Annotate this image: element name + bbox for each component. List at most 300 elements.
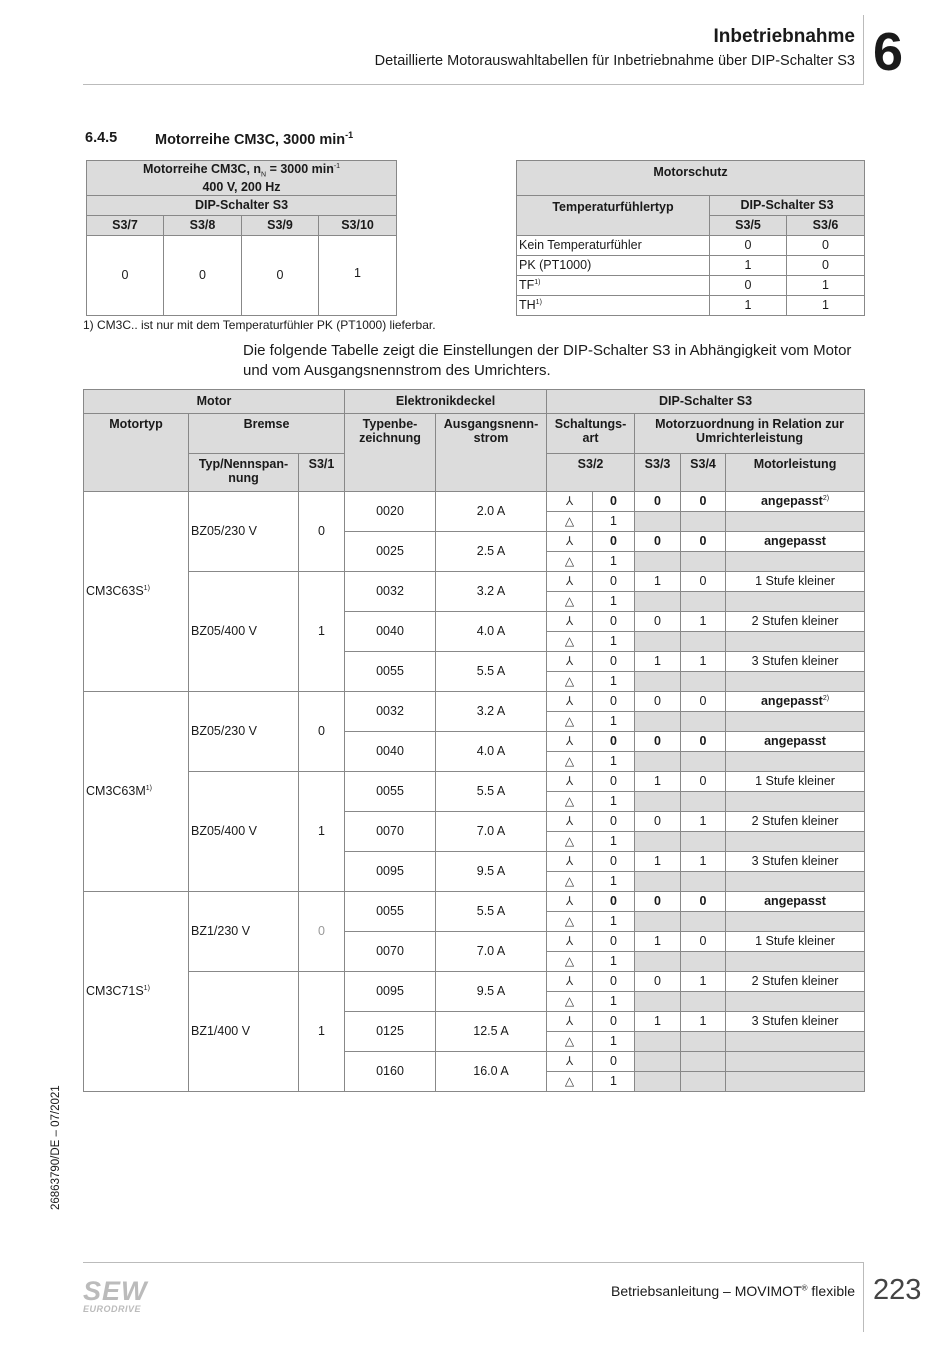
- motor-protection-title: Motorschutz: [517, 161, 865, 196]
- table-row: [84, 492, 865, 512]
- table-row: [84, 772, 865, 792]
- motor-protection-type-footnote: 1): [535, 299, 542, 307]
- empty-cell: [681, 1052, 726, 1072]
- empty-cell: [726, 592, 865, 612]
- empty-cell: [681, 712, 726, 732]
- s3-4-cell: 0: [681, 932, 726, 952]
- motor-protection-type: [517, 296, 710, 316]
- star-s3-2-cell: 0: [593, 892, 635, 912]
- motor-power-cell: [726, 732, 865, 752]
- footer-page-divider: [863, 1262, 864, 1332]
- motor-power-cell: [726, 1012, 865, 1032]
- motor-series-head-sub: N: [261, 171, 267, 179]
- brake-s3-1-cell: 0: [299, 892, 345, 972]
- output-current-cell: 3.2 A: [436, 692, 547, 732]
- empty-cell: [681, 912, 726, 932]
- s3-3-cell: 0: [635, 492, 681, 512]
- output-current-cell: 5.5 A: [436, 652, 547, 692]
- motor-protection-table: [516, 160, 865, 316]
- s3-4-cell: 0: [681, 732, 726, 752]
- star-s3-2-cell: 0: [593, 652, 635, 672]
- empty-cell: [681, 552, 726, 572]
- empty-cell: [681, 792, 726, 812]
- output-current-cell: 3.2 A: [436, 572, 547, 612]
- empty-cell: [726, 832, 865, 852]
- s3-3-cell: 0: [635, 692, 681, 712]
- motor-power-cell: [726, 972, 865, 992]
- star-connection-icon: ⅄: [547, 1052, 593, 1072]
- delta-s3-2-cell: 1: [593, 792, 635, 812]
- output-current-cell: 7.0 A: [436, 932, 547, 972]
- header-s3-4: S3/4: [681, 454, 726, 492]
- motor-series-value: 0: [87, 236, 164, 316]
- star-s3-2-cell: 0: [593, 492, 635, 512]
- brake-type-cell: BZ05/400 V: [189, 572, 299, 692]
- delta-s3-2-cell: 1: [593, 512, 635, 532]
- empty-cell: [635, 512, 681, 532]
- delta-s3-2-cell: 1: [593, 872, 635, 892]
- motor-protection-s35: 0: [710, 236, 787, 256]
- s3-4-cell: 1: [681, 652, 726, 672]
- motor-series-col-row: [87, 216, 397, 236]
- star-s3-2-cell: 0: [593, 972, 635, 992]
- delta-s3-2-cell: 1: [593, 952, 635, 972]
- delta-connection-icon: △: [547, 712, 593, 732]
- motor-protection-s35-header: S3/5: [710, 216, 787, 236]
- empty-cell: [726, 792, 865, 812]
- delta-s3-2-cell: 1: [593, 712, 635, 732]
- motor-power-cell: [726, 932, 865, 952]
- header-dip-schalter: DIP-Schalter S3: [547, 390, 865, 414]
- delta-connection-icon: △: [547, 832, 593, 852]
- motor-power-cell: [726, 492, 865, 512]
- motor-series-dip-header: DIP-Schalter S3: [87, 196, 397, 216]
- motor-series-col: S3/9: [242, 216, 319, 236]
- empty-cell: [681, 672, 726, 692]
- motor-type-footnote: 1): [143, 585, 150, 593]
- motor-series-head-sup: -1: [333, 162, 341, 170]
- header-s3-1: S3/1: [299, 454, 345, 492]
- motor-type-cell: [84, 492, 189, 692]
- type-code-cell: 0032: [345, 572, 436, 612]
- motor-power-text: 3 Stufen kleiner: [751, 654, 839, 669]
- header-ausgangsnennstrom: Ausgangsnenn- strom: [436, 414, 547, 492]
- footer-text-sup: ®: [801, 1283, 808, 1293]
- header-motor: Motor: [84, 390, 345, 414]
- motor-series-table: [86, 160, 397, 316]
- type-code-cell: 0040: [345, 612, 436, 652]
- motor-series-head-line2: 400 V, 200 Hz: [202, 179, 281, 194]
- s3-4-cell: 0: [681, 572, 726, 592]
- star-connection-icon: ⅄: [547, 932, 593, 952]
- motor-protection-s35: 1: [710, 296, 787, 316]
- brake-s3-1-cell: 0: [299, 492, 345, 572]
- motor-protection-type-header: Temperaturfühlertyp: [517, 196, 710, 236]
- type-code-cell: 0095: [345, 852, 436, 892]
- brake-type-cell: BZ05/230 V: [189, 492, 299, 572]
- motor-series-col: S3/7: [87, 216, 164, 236]
- empty-cell: [681, 512, 726, 532]
- motor-series-value: 0: [242, 236, 319, 316]
- type-code-cell: 0032: [345, 692, 436, 732]
- s3-4-cell: 1: [681, 812, 726, 832]
- brake-s3-1-cell: 1: [299, 772, 345, 892]
- s3-4-cell: 1: [681, 852, 726, 872]
- star-connection-icon: ⅄: [547, 892, 593, 912]
- star-connection-icon: ⅄: [547, 732, 593, 752]
- star-connection-icon: ⅄: [547, 812, 593, 832]
- motor-protection-body: [517, 236, 865, 316]
- motor-protection-type: [517, 256, 710, 276]
- motor-protection-s36-header: S3/6: [787, 216, 865, 236]
- empty-cell: [726, 1052, 865, 1072]
- empty-cell: [635, 992, 681, 1012]
- empty-cell: [681, 632, 726, 652]
- star-s3-2-cell: 0: [593, 932, 635, 952]
- star-connection-icon: ⅄: [547, 972, 593, 992]
- empty-cell: [726, 992, 865, 1012]
- footer-document-title: [611, 1283, 855, 1299]
- header-motortyp: Motortyp: [84, 414, 189, 492]
- s3-3-cell: 0: [635, 892, 681, 912]
- brake-type-cell: BZ05/400 V: [189, 772, 299, 892]
- motor-protection-row: [517, 236, 865, 256]
- motor-type-name: CM3C63M: [86, 784, 146, 799]
- type-code-cell: 0020: [345, 492, 436, 532]
- motor-series-value-row: [87, 236, 397, 316]
- s3-3-cell: 0: [635, 732, 681, 752]
- header-divider: [83, 84, 863, 85]
- empty-cell: [635, 792, 681, 812]
- output-current-cell: 16.0 A: [436, 1052, 547, 1092]
- motor-power-text: 1 Stufe kleiner: [755, 574, 835, 589]
- type-code-cell: 0040: [345, 732, 436, 772]
- motor-type-footnote: 1): [143, 985, 150, 993]
- motor-power-text: 3 Stufen kleiner: [751, 1014, 839, 1029]
- motor-protection-type: [517, 236, 710, 256]
- star-connection-icon: ⅄: [547, 772, 593, 792]
- star-s3-2-cell: 0: [593, 732, 635, 752]
- dip-switch-table: [83, 389, 865, 1092]
- star-s3-2-cell: 0: [593, 812, 635, 832]
- motor-protection-type-text: TF: [519, 278, 535, 293]
- star-s3-2-cell: 0: [593, 1012, 635, 1032]
- motor-protection-s35: 0: [710, 276, 787, 296]
- motor-protection-s36: 1: [787, 296, 865, 316]
- motor-type-cell: [84, 692, 189, 892]
- empty-cell: [726, 1072, 865, 1092]
- header-typenbezeichnung: Typenbe- zeichnung: [345, 414, 436, 492]
- motor-power-cell: [726, 812, 865, 832]
- motor-power-text: 2 Stufen kleiner: [751, 614, 839, 629]
- star-s3-2-cell: 0: [593, 692, 635, 712]
- motor-series-value: 0: [164, 236, 242, 316]
- empty-cell: [635, 712, 681, 732]
- chapter-divider: [863, 15, 864, 85]
- empty-cell: [726, 952, 865, 972]
- empty-cell: [726, 872, 865, 892]
- delta-connection-icon: △: [547, 792, 593, 812]
- brake-type-cell: BZ05/230 V: [189, 692, 299, 772]
- motor-protection-type-text: PK (PT1000): [519, 258, 592, 273]
- section-title-exponent: -1: [345, 130, 354, 140]
- motor-series-header: [87, 161, 397, 196]
- s3-4-cell: 0: [681, 532, 726, 552]
- motor-power-text: 1 Stufe kleiner: [755, 934, 835, 949]
- section-title-text: Motorreihe CM3C, 3000 min: [155, 131, 346, 148]
- motor-series-col: S3/10: [319, 216, 397, 236]
- motor-power-text: angepasst: [760, 694, 823, 709]
- table-row: [84, 692, 865, 712]
- delta-s3-2-cell: 1: [593, 1032, 635, 1052]
- s3-3-cell: 0: [635, 812, 681, 832]
- delta-s3-2-cell: 1: [593, 912, 635, 932]
- motor-protection-type-text: Kein Temperaturfühler: [519, 238, 642, 253]
- motor-power-text: 3 Stufen kleiner: [751, 854, 839, 869]
- motor-power-cell: [726, 652, 865, 672]
- s3-4-cell: 1: [681, 1012, 726, 1032]
- delta-s3-2-cell: 1: [593, 592, 635, 612]
- table-row: [84, 892, 865, 912]
- star-s3-2-cell: 0: [593, 612, 635, 632]
- header-bremse: Bremse: [189, 414, 345, 454]
- header-elektronikdeckel: Elektronikdeckel: [345, 390, 547, 414]
- s3-3-cell: 1: [635, 772, 681, 792]
- header-typ-nennspannung: Typ/Nennspan- nung: [189, 454, 299, 492]
- motor-power-cell: [726, 572, 865, 592]
- table-row: [84, 972, 865, 992]
- delta-connection-icon: △: [547, 632, 593, 652]
- output-current-cell: 2.0 A: [436, 492, 547, 532]
- logo-eurodrive-text: EURODRIVE: [83, 1304, 142, 1314]
- brake-type-cell: BZ1/400 V: [189, 972, 299, 1092]
- delta-s3-2-cell: 1: [593, 672, 635, 692]
- output-current-cell: 4.0 A: [436, 732, 547, 772]
- star-connection-icon: ⅄: [547, 652, 593, 672]
- star-connection-icon: ⅄: [547, 492, 593, 512]
- empty-cell: [635, 632, 681, 652]
- type-code-cell: 0070: [345, 932, 436, 972]
- delta-connection-icon: △: [547, 672, 593, 692]
- s3-4-cell: 0: [681, 892, 726, 912]
- motor-power-cell: [726, 772, 865, 792]
- motor-power-text: 2 Stufen kleiner: [751, 814, 839, 829]
- empty-cell: [635, 872, 681, 892]
- empty-cell: [681, 592, 726, 612]
- empty-cell: [635, 832, 681, 852]
- star-connection-icon: ⅄: [547, 852, 593, 872]
- s3-4-cell: 1: [681, 972, 726, 992]
- motor-series-head-a: Motorreihe CM3C, n: [142, 162, 262, 177]
- type-code-cell: 0055: [345, 892, 436, 932]
- logo-sew-text: SEW: [83, 1276, 148, 1306]
- motor-protection-s35: 1: [710, 256, 787, 276]
- delta-s3-2-cell: 1: [593, 632, 635, 652]
- delta-connection-icon: △: [547, 992, 593, 1012]
- motor-series-head-b: = 3000 min: [266, 162, 334, 177]
- output-current-cell: 7.0 A: [436, 812, 547, 852]
- type-code-cell: 0055: [345, 652, 436, 692]
- chapter-title: Inbetriebnahme: [713, 26, 855, 47]
- motor-series-col: S3/8: [164, 216, 242, 236]
- delta-s3-2-cell: 1: [593, 1072, 635, 1092]
- motor-power-text: angepasst: [764, 534, 826, 549]
- s3-3-cell: 0: [635, 532, 681, 552]
- motor-protection-type-footnote: 1): [534, 279, 541, 287]
- motor-type-cell: [84, 892, 189, 1092]
- s3-3-cell: 0: [635, 612, 681, 632]
- header-motorleistung: Motorleistung: [726, 454, 865, 492]
- s3-3-cell: 1: [635, 652, 681, 672]
- empty-cell: [681, 952, 726, 972]
- motor-protection-row: [517, 296, 865, 316]
- footnote: 1) CM3C.. ist nur mit dem Temperaturfühler PK (PT1000) lieferbar.: [83, 318, 436, 332]
- header-s3-3: S3/3: [635, 454, 681, 492]
- s3-3-cell: 1: [635, 932, 681, 952]
- type-code-cell: 0125: [345, 1012, 436, 1052]
- motor-series-value: 1: [319, 236, 397, 316]
- delta-connection-icon: △: [547, 872, 593, 892]
- motor-protection-type: [517, 276, 710, 296]
- brake-s3-1-cell: 0: [299, 692, 345, 772]
- empty-cell: [635, 752, 681, 772]
- delta-s3-2-cell: 1: [593, 992, 635, 1012]
- delta-connection-icon: △: [547, 552, 593, 572]
- star-s3-2-cell: 0: [593, 1052, 635, 1072]
- delta-connection-icon: △: [547, 1072, 593, 1092]
- s3-3-cell: 1: [635, 1012, 681, 1032]
- brake-s3-1-cell: 1: [299, 572, 345, 692]
- star-connection-icon: ⅄: [547, 532, 593, 552]
- empty-cell: [681, 872, 726, 892]
- type-code-cell: 0070: [345, 812, 436, 852]
- brake-s3-1-cell: 1: [299, 972, 345, 1092]
- motor-power-text: angepasst: [764, 894, 826, 909]
- type-code-cell: 0160: [345, 1052, 436, 1092]
- empty-cell: [726, 512, 865, 532]
- s3-4-cell: 1: [681, 612, 726, 632]
- output-current-cell: 9.5 A: [436, 972, 547, 1012]
- intro-paragraph: Die folgende Tabelle zeigt die Einstellungen der DIP-Schalter S3 in Abhängigkeit vom Motor und vom Ausgangsnennstrom des Umrichters.: [243, 342, 852, 379]
- delta-connection-icon: △: [547, 952, 593, 972]
- brake-type-cell: BZ1/230 V: [189, 892, 299, 972]
- s3-4-cell: 0: [681, 692, 726, 712]
- delta-connection-icon: △: [547, 592, 593, 612]
- delta-s3-2-cell: 1: [593, 752, 635, 772]
- delta-connection-icon: △: [547, 512, 593, 532]
- s3-3-cell: 1: [635, 572, 681, 592]
- empty-cell: [726, 552, 865, 572]
- motor-power-cell: [726, 892, 865, 912]
- motor-protection-dip-header: DIP-Schalter S3: [710, 196, 865, 216]
- motor-protection-s36: 0: [787, 236, 865, 256]
- empty-cell: [635, 912, 681, 932]
- output-current-cell: 5.5 A: [436, 772, 547, 812]
- empty-cell: [681, 752, 726, 772]
- motor-power-footnote: 2): [822, 495, 830, 503]
- output-current-cell: 5.5 A: [436, 892, 547, 932]
- star-connection-icon: ⅄: [547, 572, 593, 592]
- sew-eurodrive-logo: [83, 1278, 151, 1314]
- empty-cell: [635, 952, 681, 972]
- motor-protection-type-text: TH: [519, 298, 536, 313]
- star-connection-icon: ⅄: [547, 612, 593, 632]
- empty-cell: [635, 1052, 681, 1072]
- header-schaltungsart: Schaltungs- art: [547, 414, 635, 454]
- section-title: [155, 130, 353, 148]
- output-current-cell: 9.5 A: [436, 852, 547, 892]
- header-s3-2: S3/2: [547, 454, 635, 492]
- s3-4-cell: 0: [681, 492, 726, 512]
- empty-cell: [726, 712, 865, 732]
- table-row: [84, 572, 865, 592]
- section-number: 6.4.5: [85, 130, 118, 146]
- motor-power-text: 2 Stufen kleiner: [751, 974, 839, 989]
- empty-cell: [635, 672, 681, 692]
- empty-cell: [635, 1072, 681, 1092]
- empty-cell: [635, 592, 681, 612]
- page-number: 223: [873, 1274, 922, 1306]
- empty-cell: [726, 752, 865, 772]
- motor-type-name: CM3C63S: [86, 584, 144, 599]
- motor-power-cell: [726, 852, 865, 872]
- empty-cell: [635, 552, 681, 572]
- delta-s3-2-cell: 1: [593, 832, 635, 852]
- motor-protection-s36: 1: [787, 276, 865, 296]
- motor-power-text: angepasst: [760, 494, 823, 509]
- star-connection-icon: ⅄: [547, 692, 593, 712]
- empty-cell: [681, 1032, 726, 1052]
- star-s3-2-cell: 0: [593, 532, 635, 552]
- s3-3-cell: 0: [635, 972, 681, 992]
- output-current-cell: 4.0 A: [436, 612, 547, 652]
- motor-power-cell: [726, 532, 865, 552]
- motor-power-cell: [726, 692, 865, 712]
- delta-connection-icon: △: [547, 912, 593, 932]
- star-s3-2-cell: 0: [593, 852, 635, 872]
- empty-cell: [635, 1032, 681, 1052]
- motor-power-footnote: 2): [822, 695, 830, 703]
- star-s3-2-cell: 0: [593, 572, 635, 592]
- empty-cell: [681, 992, 726, 1012]
- motor-protection-row: [517, 276, 865, 296]
- header-motorzuordnung: Motorzuordnung in Relation zur Umrichterleistung: [635, 414, 865, 454]
- footer-text-after: flexible: [807, 1283, 855, 1299]
- motor-protection-row: [517, 256, 865, 276]
- delta-connection-icon: △: [547, 752, 593, 772]
- output-current-cell: 2.5 A: [436, 532, 547, 572]
- empty-cell: [681, 832, 726, 852]
- footer-text: Betriebsanleitung – MOVIMOT: [610, 1283, 802, 1299]
- empty-cell: [726, 912, 865, 932]
- empty-cell: [726, 672, 865, 692]
- star-s3-2-cell: 0: [593, 772, 635, 792]
- type-code-cell: 0025: [345, 532, 436, 572]
- motor-power-text: angepasst: [764, 734, 826, 749]
- motor-power-text: 1 Stufe kleiner: [755, 774, 835, 789]
- footer-divider: [83, 1262, 863, 1263]
- delta-s3-2-cell: 1: [593, 552, 635, 572]
- chapter-number: 6: [873, 22, 904, 82]
- document-code: 26863790/DE – 07/2021: [50, 1085, 62, 1210]
- empty-cell: [726, 1032, 865, 1052]
- s3-4-cell: 0: [681, 772, 726, 792]
- type-code-cell: 0055: [345, 772, 436, 812]
- dip-switch-table-body: [84, 492, 865, 1092]
- motor-type-name: CM3C71S: [86, 984, 144, 999]
- motor-power-cell: [726, 612, 865, 632]
- output-current-cell: 12.5 A: [436, 1012, 547, 1052]
